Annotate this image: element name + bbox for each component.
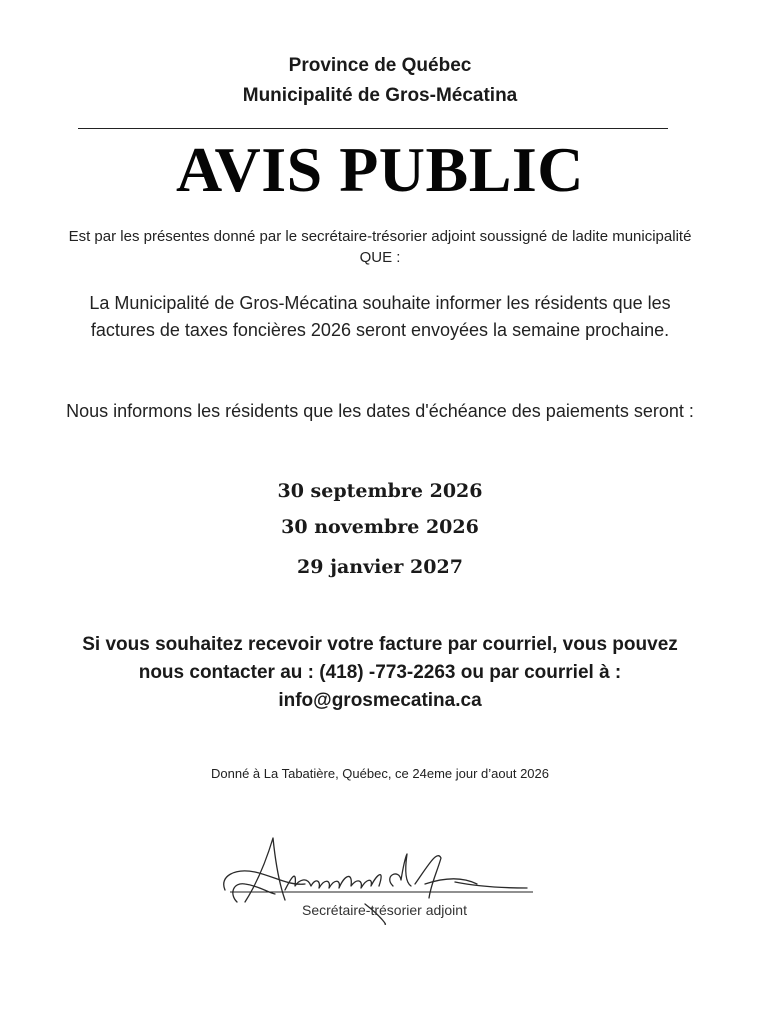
tax-bill-paragraph: La Municipalité de Gros-Mécatina souhaite informer les résidents que les factures de taxes foncières 2026 seront envoyées la semaine prochaine.	[89, 293, 671, 340]
due-date-2: 30 novembre 2026	[281, 516, 479, 538]
intro-text: Est par les présentes donné par le secrétaire-trésorier adjoint soussigné de ladite municipalité QUE :	[68, 228, 692, 266]
due-dates-paragraph: Nous informons les résidents que les dates d'échéance des paiements seront :	[66, 401, 694, 421]
due-date-1: 30 septembre 2026	[277, 480, 483, 502]
given-at-line: Donné à La Tabatière, Québec, ce 24eme jour d’aout 2026	[211, 766, 549, 781]
contact-info: Si vous souhaitez recevoir votre facture par courriel, vous pouvez nous contacter au : (418) -773-2263 ou par courriel à : info@grosmecatina.ca	[82, 634, 678, 711]
notice-title: AVIS PUBLIC	[176, 134, 584, 205]
signature-role: Secrétaire-trésorier adjoint	[302, 902, 467, 918]
header-divider	[78, 128, 668, 129]
header-municipality: Municipalité de Gros-Mécatina	[242, 85, 518, 106]
due-date-3: 29 janvier 2027	[297, 556, 463, 578]
header-province: Province de Québec	[288, 55, 472, 76]
